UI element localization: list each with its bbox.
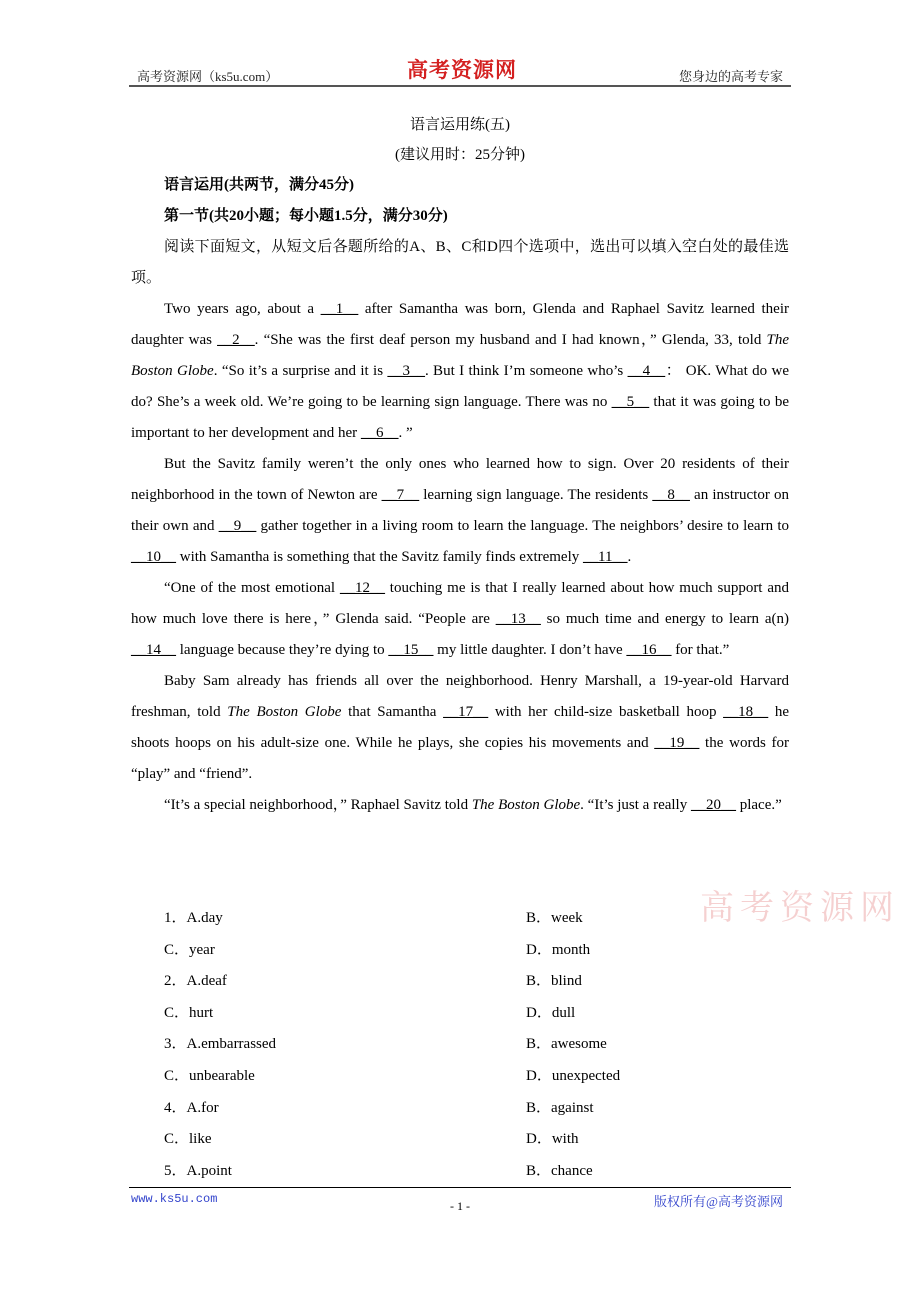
passage-text: . “So it’s a surprise and it is <box>213 363 388 379</box>
blank: __4__ <box>627 363 666 379</box>
blank: __10__ <box>131 549 176 565</box>
passage-paragraph <box>131 294 789 449</box>
answer-option: B．chance <box>526 1162 593 1179</box>
document-body <box>131 170 789 821</box>
passage-text: “One of the most emotional <box>164 580 340 596</box>
passage-text: . But I think I’m someone who’s <box>424 363 628 379</box>
option-row <box>164 1061 804 1093</box>
option-row <box>164 1093 804 1125</box>
footer-divider <box>129 1187 791 1188</box>
passage-text: with Samantha is something that the Savitz family finds extremely <box>176 549 584 565</box>
footer-link[interactable]: www.ks5u.com <box>131 1192 218 1206</box>
blank: __2__ <box>217 332 255 348</box>
blank: __16__ <box>626 642 672 658</box>
passage-text: an instructor on their own and <box>131 487 789 534</box>
option-row <box>164 998 804 1030</box>
passage-text: learning sign language. The residents <box>419 487 653 503</box>
blank: __3__ <box>387 363 425 379</box>
passage-text: the words for “play” and “friend”. <box>131 735 790 782</box>
answer-option: 3．A.embarrassed <box>164 1036 277 1053</box>
part-heading: 第一节(共20小题；每小题1.5分，满分30分) <box>164 208 448 224</box>
passage-text: . <box>627 549 632 565</box>
publication-name: The Boston Globe <box>471 797 581 813</box>
blank: __17__ <box>443 704 489 720</box>
passage-text: that it was going to be important to her development and her <box>131 394 789 441</box>
answer-option: C．like <box>164 1131 212 1148</box>
passage-text: . “It’s just a really <box>580 797 691 813</box>
watermark: 高考资源网 <box>700 890 900 927</box>
passage-text: Two years ago, about a <box>164 301 321 317</box>
passage-text: place.” <box>735 797 782 813</box>
passage-paragraph <box>131 449 789 573</box>
blank: __1__ <box>320 301 359 317</box>
answer-option: 1．A.day <box>164 910 223 926</box>
passage <box>131 294 789 821</box>
footer-copyright: 版权所有@高考资源网 <box>654 1194 783 1209</box>
header-logo: 高考资源网 <box>407 57 517 82</box>
page-number: - 1 - <box>450 1199 470 1213</box>
passage-text: after Samantha was born, Glenda and Raphael Savitz learned their daughter was <box>131 301 789 348</box>
blank: __13__ <box>495 611 541 627</box>
passage-text: so much time and energy to learn a(n) <box>540 611 789 627</box>
option-row <box>164 1029 804 1061</box>
passage-text: Baby Sam already has friends all over the neighborhood. Henry Marshall, a 19-year-old Harvard freshman, told <box>131 673 789 720</box>
passage-text: with her child-size basketball hoop <box>488 704 724 720</box>
blank: __7__ <box>381 487 420 503</box>
page-subtitle: (建议用时：25分钟) <box>395 147 525 163</box>
option-row <box>164 966 804 998</box>
answer-option: B．week <box>526 910 583 926</box>
passage-paragraph <box>131 573 789 666</box>
passage-text: language because they’re dying to <box>176 642 389 658</box>
instruction: 阅读下面短文，从短文后各题所给的A、B、C和D四个选项中，选出可以填入空白处的最佳选项。 <box>131 239 789 286</box>
answer-option: C．unbearable <box>164 1067 255 1084</box>
option-row <box>164 903 804 935</box>
passage-paragraph <box>131 790 789 821</box>
answer-option: D．unexpected <box>526 1067 621 1084</box>
answer-option: D．month <box>526 941 591 958</box>
answer-option: 4．A.for <box>164 1099 219 1116</box>
publication-name: The Boston Globe <box>131 332 790 379</box>
publication-name: The Boston Globe <box>227 704 342 720</box>
passage-text: touching me is that I really learned about how much support and how much love there is here，” Glenda said. “People are <box>131 580 789 627</box>
blank: __8__ <box>652 487 690 503</box>
blank: __18__ <box>723 704 769 720</box>
passage-text: for that.” <box>671 642 730 658</box>
passage-text: But the Savitz family weren’t the only ones who learned how to sign. Over 20 residents of their neighborhood in the town of Newton are <box>131 456 789 503</box>
answer-option: B．against <box>526 1099 594 1116</box>
blank: __12__ <box>339 580 385 596</box>
answer-option: B．blind <box>526 973 582 990</box>
blank: __5__ <box>611 394 650 410</box>
passage-text: ： OK. What do we do? She’s a week old. We’re going to be learning sign language. There was no <box>131 363 789 410</box>
answer-option: D．dull <box>526 1004 576 1021</box>
blank: __20__ <box>690 797 736 813</box>
passage-text: gather together in a living room to learn the language. The neighbors’ desire to learn to <box>256 518 789 534</box>
section-heading: 语言运用(共两节，满分45分) <box>164 177 354 193</box>
answer-option: B．awesome <box>526 1036 607 1053</box>
blank: __11__ <box>583 549 628 565</box>
header-slogan: 您身边的高考专家 <box>678 69 783 84</box>
passage-text: . ” <box>398 425 413 441</box>
passage-text: . “She was the first deaf person my husband and I had known，” Glenda, 33, told <box>254 332 767 348</box>
answer-option: 5．A.point <box>164 1162 232 1179</box>
blank: __14__ <box>131 642 176 658</box>
answer-option: D．with <box>526 1131 579 1148</box>
page-title: 语言运用练(五) <box>410 117 510 133</box>
passage-paragraph <box>131 666 789 790</box>
header-site-name: 高考资源网（ks5u.com） <box>137 69 279 84</box>
option-row <box>164 935 804 967</box>
answer-option: C．hurt <box>164 1004 214 1021</box>
passage-text: he shoots hoops on his adult-size one. While he plays, she copies his movements and <box>131 704 789 751</box>
blank: __15__ <box>388 642 434 658</box>
option-row <box>164 1124 804 1156</box>
passage-text: that Samantha <box>341 704 444 720</box>
blank: __6__ <box>360 425 399 441</box>
answer-option: C．year <box>164 941 215 958</box>
options-list <box>164 903 804 1187</box>
option-row <box>164 1156 804 1188</box>
blank: __9__ <box>218 518 257 534</box>
passage-text: my little daughter. I don’t have <box>433 642 627 658</box>
answer-option: 2．A.deaf <box>164 973 227 990</box>
passage-text: “It’s a special neighborhood，” Raphael Savitz told <box>164 797 472 813</box>
blank: __19__ <box>654 735 700 751</box>
header-divider <box>129 85 791 87</box>
